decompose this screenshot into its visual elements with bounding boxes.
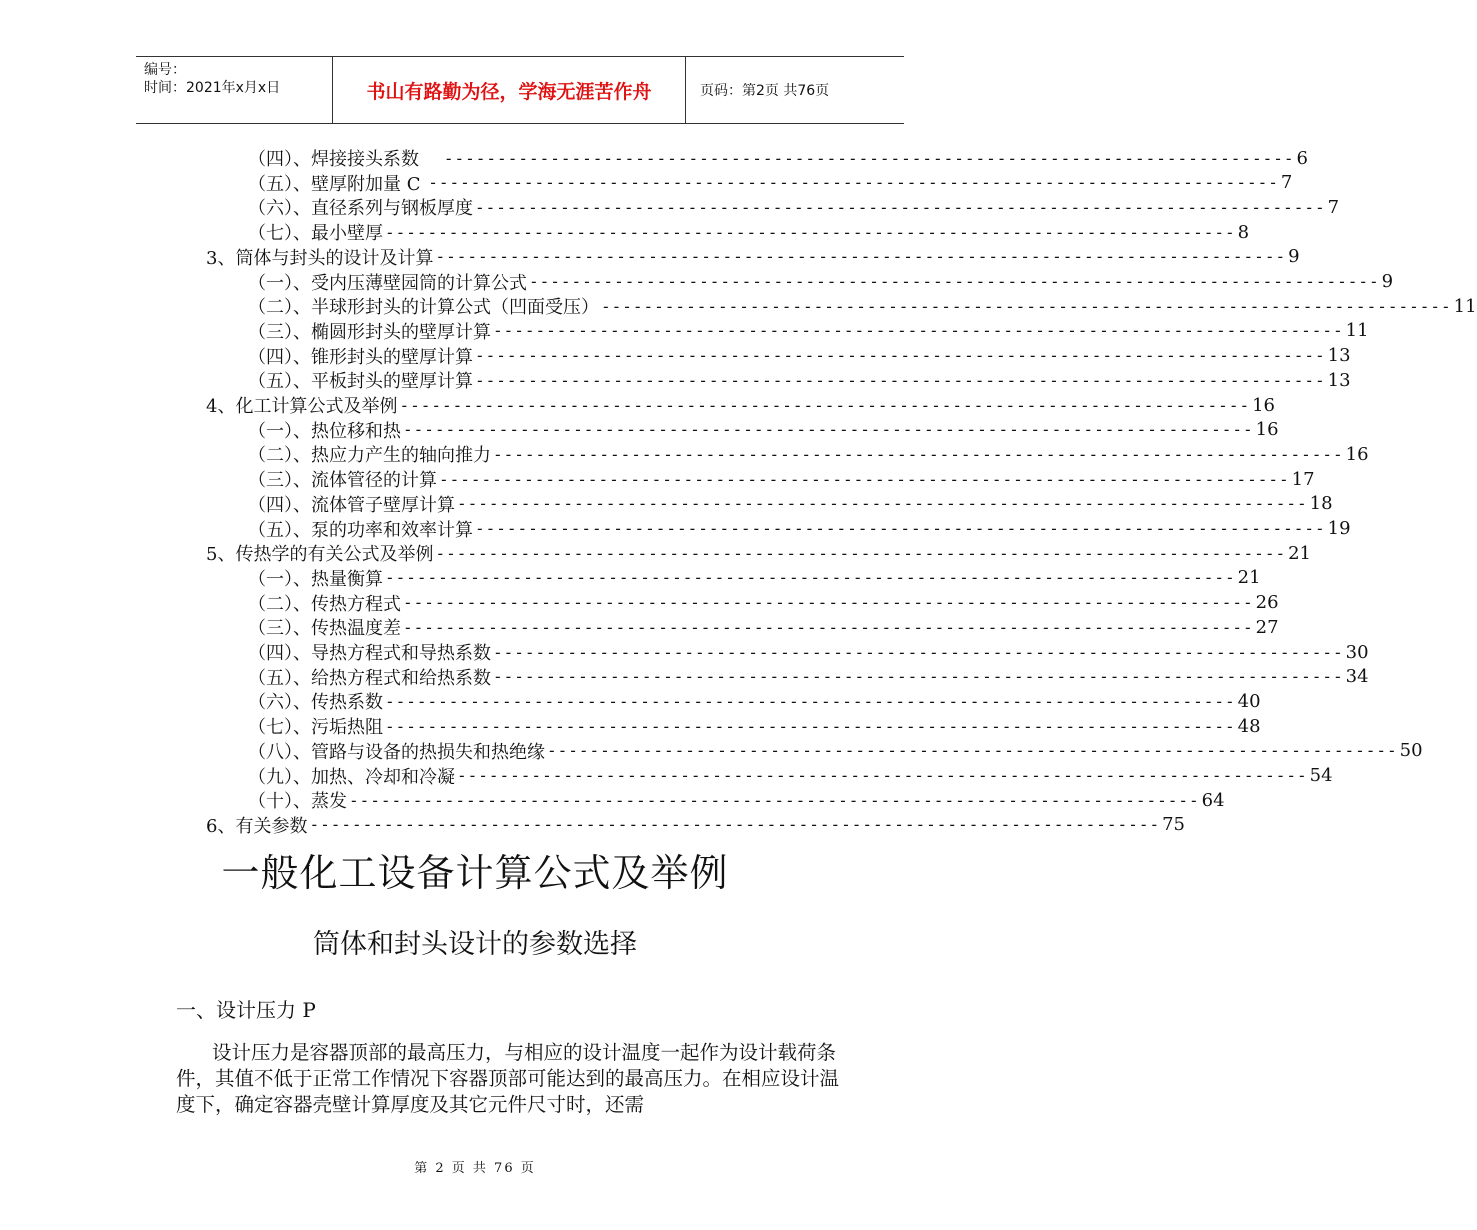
toc-leader: -------------------------------------------------------------------------------- [601,296,1452,316]
number-label: 编号： [144,62,186,78]
toc-entry-title: （五）、平板封头的壁厚计算 [248,371,473,393]
toc-entry-title: （二）、热应力产生的轴向推力 [248,445,491,467]
toc-entry-page: 64 [1201,789,1225,811]
toc-entry-title: （六）、直径系列与钢板厚度 [248,198,473,220]
toc-entry[interactable] [248,714,1261,739]
toc-entry-page: 11 [1453,295,1477,317]
toc-entry-page: 27 [1255,616,1279,638]
sub-title: 筒体和封头设计的参数选择 [313,929,637,960]
toc-leader: -------------------------------------------------------------------------------- [385,568,1236,588]
toc-entry-title: （四）、流体管子壁厚计算 [248,494,455,516]
toc-entry[interactable] [206,541,1311,566]
toc-entry-title: （六）、传热系数 [248,692,383,714]
toc-entry-page: 17 [1291,468,1315,490]
main-title: 一般化工设备计算公式及举例 [221,851,729,895]
header-table [136,56,904,124]
toc-entry-title: （一）、热位移和热 [248,420,401,442]
toc-entry[interactable] [248,640,1369,664]
toc-leader: -------------------------------------------------------------------------------- [385,222,1236,242]
toc-entry-page: 26 [1255,592,1279,614]
toc-leader: -------------------------------------------------------------------------------- [475,519,1326,538]
toc-entry-title: （三）、流体管径的计算 [248,470,437,492]
page-footer: 第 2 页 共 76 页 [414,1161,536,1176]
motto: 书山有路勤为径，学海无涯苦作舟 [333,57,686,123]
toc-leader: -------------------------------------------------------------------------------- [349,790,1200,810]
toc-entry[interactable] [248,171,1293,195]
toc-entry-title: （五）、壁厚附加量 C [248,173,427,195]
toc-entry-title: （四）、焊接接头系数 [248,149,442,170]
toc-entry[interactable] [248,665,1369,689]
toc-entry-title: （四）、导热方程式和导热系数 [248,643,491,664]
toc-leader: -------------------------------------------------------------------------------- [493,321,1344,341]
toc-entry-title: （五）、泵的功率和效率计算 [248,519,473,541]
header-meta [136,57,333,123]
toc-entry-page: 75 [1162,814,1185,836]
toc-entry-title: （八）、管路与设备的热损失和热绝缘 [248,741,545,763]
toc-entry-title: （三）、椭圆形封头的壁厚计算 [248,321,491,343]
toc-entry-page: 48 [1237,715,1261,737]
toc-leader: -------------------------------------------------------------------------------- [547,741,1398,761]
toc-leader: -------------------------------------------------------------------------------- [403,420,1254,440]
toc-entry-page: 7 [1327,196,1340,218]
toc-entry-title: 5、传热学的有关公式及举例 [206,544,434,566]
toc-entry-page: 7 [1280,172,1293,194]
toc-entry-page: 9 [1381,271,1394,292]
time-label: 时间：2021年x月x日 [144,80,281,96]
toc-entry-title: （七）、最小壁厚 [248,223,383,245]
toc-leader: -------------------------------------------------------------------------------- [475,346,1326,366]
body-paragraph [176,1040,844,1118]
toc-entry-page: 30 [1345,641,1369,663]
toc-entry-title: （七）、污垢热阻 [248,717,383,739]
toc-entry[interactable] [248,294,1477,319]
toc-leader: -------------------------------------------------------------------------------- [403,593,1254,613]
toc-entry-page: 18 [1309,493,1333,515]
toc-entry-title: （九）、加热、冷却和冷凝 [248,766,455,788]
toc-leader: -------------------------------------------------------------------------------- [435,247,1287,267]
toc-leader: -------------------------------------------------------------------------------- [493,642,1344,662]
toc-entry-page: 34 [1345,666,1369,688]
toc-leader: -------------------------------------------------------------------------------- [385,716,1236,736]
toc-entry-page: 13 [1327,369,1351,391]
toc-entry-page: 16 [1255,419,1279,441]
toc-leader: -------------------------------------------------------------------------------- [385,691,1236,711]
toc-entry[interactable] [248,146,1308,170]
toc-entry[interactable] [248,368,1351,393]
toc-entry-page: 11 [1345,320,1369,342]
toc-entry[interactable] [248,442,1369,467]
toc-entry[interactable] [248,739,1423,763]
toc-leader: -------------------------------------------------------------------------------- [428,173,1279,193]
toc-entry-page: 9 [1288,246,1300,268]
toc-leader: -------------------------------------------------------------------------------- [399,395,1251,415]
toc-entry-page: 19 [1327,518,1351,539]
toc-leader: -------------------------------------------------------------------------------- [309,815,1161,835]
toc-entry[interactable] [248,492,1333,516]
toc-entry[interactable] [248,591,1279,615]
toc-entry[interactable] [248,517,1351,541]
toc-entry-page: 16 [1345,443,1369,465]
page-info: 页码：第2页 共76页 [700,83,830,99]
toc-leader: -------------------------------------------------------------------------------- [493,444,1344,464]
toc-entry-page: 16 [1252,394,1275,416]
toc-entry-title: 6、有关参数 [206,815,308,837]
toc-leader: -------------------------------------------------------------------------------- [439,469,1290,489]
toc-entry[interactable] [248,344,1351,368]
toc-leader: -------------------------------------------------------------------------------- [475,370,1326,390]
toc-entry-title: 3、筒体与封头的设计及计算 [206,247,434,269]
toc-entry-title: 4、化工计算公式及举例 [206,396,398,417]
toc-entry-page: 8 [1237,221,1250,243]
toc-entry[interactable] [248,319,1369,343]
toc-entry-title: （三）、传热温度差 [248,618,401,640]
toc-entry-title: （五）、给热方程式和给热系数 [248,667,491,689]
toc-entry-title: （二）、传热方程式 [248,593,401,615]
toc-entry[interactable] [206,393,1275,417]
toc-entry[interactable] [248,689,1261,714]
toc-entry-page: 13 [1327,345,1351,367]
toc-entry[interactable] [248,418,1279,442]
toc-entry-title: （二）、半球形封头的计算公式（凹面受压） [248,297,599,319]
toc-leader: -------------------------------------------------------------------------------- [529,272,1380,291]
toc-leader: -------------------------------------------------------------------------------- [403,617,1254,637]
toc-leader: -------------------------------------------------------------------------------- [493,667,1344,687]
toc-leader: -------------------------------------------------------------------------------- [435,543,1287,563]
toc-entry[interactable] [248,788,1225,813]
toc-entry-page: 21 [1237,567,1261,589]
toc-entry-page: 54 [1309,765,1333,786]
toc-entry-page: 21 [1288,542,1311,564]
toc-entry[interactable] [248,270,1394,294]
toc-entry[interactable] [248,467,1315,492]
toc-leader: -------------------------------------------------------------------------------- [443,148,1295,168]
toc-entry[interactable] [248,615,1279,640]
paragraph-text: 设计压力是容器顶部的最高压力，与相应的设计温度一起作为设计载荷条件，其值不低于正常工作情况下容器顶部可能达到的最高压力。在相应设计温度下，确定容器壳壁计算厚度及其它元件尺寸时，还需 [176,1041,840,1116]
toc-entry-page: 50 [1399,740,1423,762]
toc-entry[interactable] [248,220,1250,245]
toc-entry-title: （十）、蒸发 [248,791,347,813]
toc-entry[interactable] [248,566,1261,590]
toc-entry[interactable] [248,195,1340,220]
toc-entry-page: 6 [1296,147,1308,169]
toc-entry-title: （一）、受内压薄壁园筒的计算公式 [248,272,527,294]
toc-entry[interactable] [248,764,1333,788]
toc-entry-title: （一）、热量衡算 [248,568,383,590]
toc-leader: -------------------------------------------------------------------------------- [475,197,1326,217]
section-title: 一、设计压力 P [176,998,316,1022]
toc-entry[interactable] [206,245,1300,269]
toc-leader: -------------------------------------------------------------------------------- [457,766,1308,785]
toc-entry[interactable] [206,813,1185,837]
toc-entry-page: 40 [1237,690,1261,712]
toc-leader: -------------------------------------------------------------------------------- [457,494,1308,514]
toc-entry-title: （四）、锥形封头的壁厚计算 [248,346,473,368]
